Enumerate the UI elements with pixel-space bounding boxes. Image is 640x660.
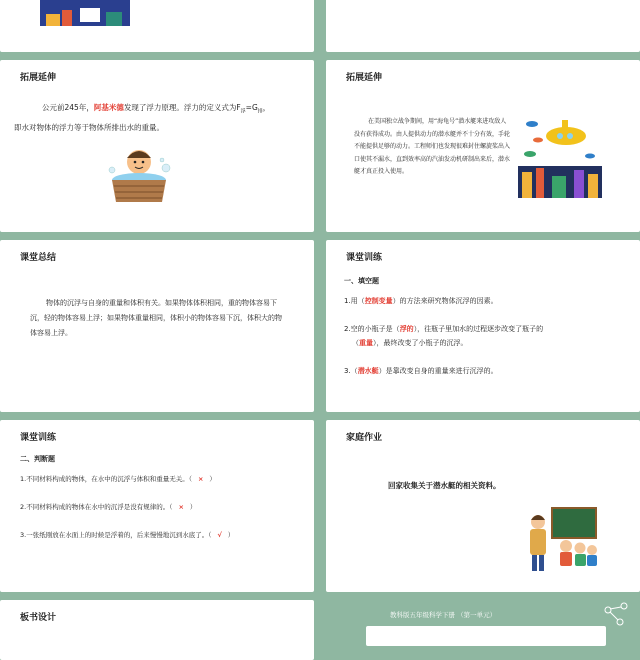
question-2 xyxy=(20,502,196,511)
answer: × xyxy=(197,475,204,483)
slide-training-judge[interactable] xyxy=(0,420,314,592)
answer: × xyxy=(178,503,184,511)
text: （ xyxy=(352,339,359,347)
homework-text: 回家收集关于潜水艇的相关资料。 xyxy=(388,481,501,490)
slide-cover-partial[interactable] xyxy=(326,600,640,660)
slide-training-fill-blank[interactable] xyxy=(326,240,640,412)
answer: √ xyxy=(217,531,222,539)
slide-board-design[interactable] xyxy=(0,600,314,660)
slide-title: 课堂训练 xyxy=(20,433,57,443)
text: 1.用（ xyxy=(344,297,365,305)
submarine-illustration xyxy=(518,106,602,198)
answer: 浮的 xyxy=(399,325,414,333)
question-3 xyxy=(20,530,234,539)
slide-title: 拓展延伸 xyxy=(346,73,383,83)
answer: 潜水艇 xyxy=(357,367,379,375)
seabed-illustration xyxy=(40,0,130,26)
text: ） xyxy=(189,503,197,511)
text: ） xyxy=(227,531,235,539)
highlight-name: 阿基米德 xyxy=(93,103,124,112)
question-3 xyxy=(344,366,498,376)
bathtub-boy-illustration xyxy=(104,140,174,206)
text: 即水对物体的浮力等于物体所排出水的重量。 xyxy=(14,122,164,132)
question-1 xyxy=(344,296,498,306)
text: 2.不同材料构成的物体在水中的沉浮是没有规律的。（ xyxy=(20,503,173,511)
text: 3.（ xyxy=(344,367,358,375)
molecule-icon xyxy=(598,600,638,630)
teacher-students-illustration xyxy=(522,504,602,574)
submarine-paragraph: 在美国独立战争期间，用“海龟号”潜水艇来进攻敌人没有获得成功。由人提供动力的潜水艇并不十分有效，手轮不能提供足够的动力。工程师们也发现很难封住螺旋桨出入口使其不漏水，直到效率高的汽油发动机研制出来后，潜水艇才真正投入使用。 xyxy=(354,118,511,175)
answer: 控制变量 xyxy=(364,297,393,305)
text: 1.不同材料构成的物体，在水中的沉浮与体积和重量无关。（ xyxy=(20,475,192,483)
text: 公元前245年， xyxy=(42,103,94,112)
section-heading: 二、判断题 xyxy=(20,455,55,463)
text: ），最终改变了小瓶子的沉浮。 xyxy=(373,339,468,347)
slide-extension-submarine[interactable] xyxy=(326,60,640,232)
text: =G xyxy=(245,103,258,112)
slide-summary[interactable] xyxy=(0,240,314,412)
slide-top-left-partial[interactable] xyxy=(0,0,314,52)
slide-title: 拓展延伸 xyxy=(20,73,57,83)
archimedes-paragraph xyxy=(14,100,298,135)
text: 2.空的小瓶子是（ xyxy=(344,325,400,333)
question-1 xyxy=(20,474,216,483)
text: ）的方法来研究物体沉浮的因素。 xyxy=(392,297,498,305)
section-heading: 一、填空题 xyxy=(344,277,379,285)
question-2 xyxy=(344,324,543,334)
slide-title: 家庭作业 xyxy=(346,433,383,443)
text: ）是靠改变自身的重量来进行沉浮的。 xyxy=(378,367,498,375)
text: ， xyxy=(262,103,271,112)
text: ） xyxy=(209,475,216,483)
slide-title: 课堂总结 xyxy=(20,253,57,263)
slide-title: 板书设计 xyxy=(20,613,57,623)
text: ），往瓶子里加水的过程逐步改变了瓶子的 xyxy=(413,325,544,333)
slide-top-right-partial[interactable] xyxy=(326,0,640,52)
answer: 重量 xyxy=(359,339,373,347)
summary-paragraph: 物体的沉浮与自身的重量和体积有关。如果物体体积相同，重的物体容易下沉，轻的物体容易上浮；如果物体重量相同，体积小的物体容易下沉，体积大的物体容易上浮。 xyxy=(30,299,282,337)
cover-subtitle: 教科版五年级科学下册 （第一单元） xyxy=(390,611,497,619)
subscript: 排 xyxy=(257,108,263,115)
slide-title: 课堂训练 xyxy=(346,253,383,263)
question-2-line-2 xyxy=(352,338,468,348)
subscript: 浮 xyxy=(240,108,246,115)
slide-homework[interactable] xyxy=(326,420,640,592)
text: 3.一张纸刚放在水面上的时候是浮着的，后来慢慢地沉到水底了。（ xyxy=(20,531,212,539)
slide-extension-archimedes[interactable] xyxy=(0,60,314,232)
text: 发现了浮力原理。浮力的定义式为F xyxy=(123,103,241,112)
cover-title-box xyxy=(366,626,606,646)
